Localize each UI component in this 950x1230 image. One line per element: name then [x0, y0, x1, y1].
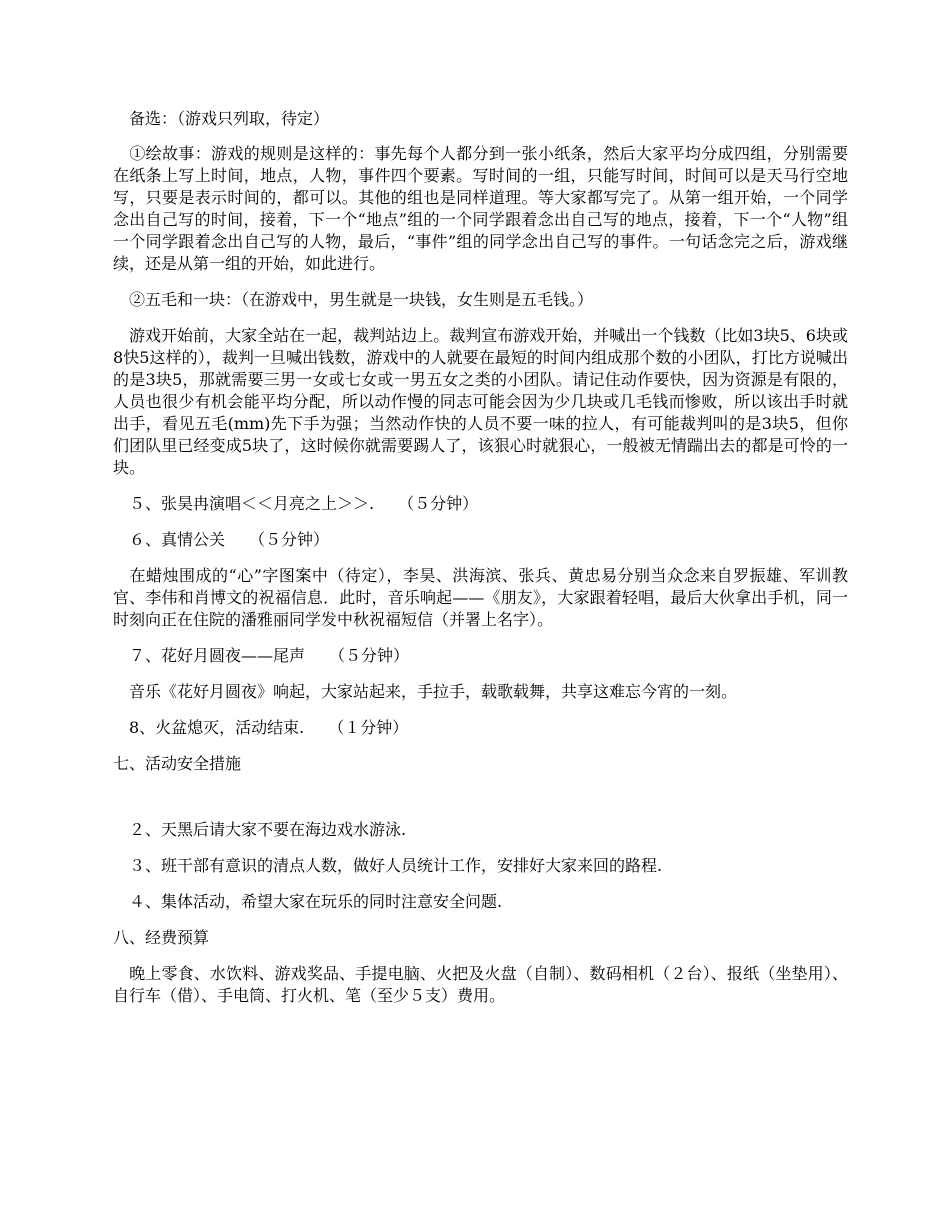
game2-title: ②五毛和一块：（在游戏中，男生就是一块钱，女生则是五毛钱。） [113, 290, 594, 309]
safety-item-4: ４、集体活动，希望大家在玩乐的同时注意安全问题. [113, 892, 503, 911]
safety-item-3: ３、班干部有意识的清点人数，做好人员统计工作，安排好大家来回的路程. [113, 856, 663, 875]
section7-heading: 七、活动安全措施 [113, 754, 242, 773]
document-body [113, 108, 848, 1007]
item8-line: 8、火盆熄灭，活动结束. （１分钟） [113, 718, 409, 737]
backup-heading: 备选：（游戏只列取，待定） [113, 109, 330, 128]
safety-item-2: ２、天黑后请大家不要在海边戏水游泳. [113, 820, 407, 839]
item6-paragraph: 在蜡烛围成的“心”字图案中（待定），李昊、洪海滨、张兵、黄忠易分别当众念来自罗振雄、军训教官、李伟和肖博文的祝福信息．此时，音乐响起——《朋友》，大家跟着轻唱，最后大伙拿出手机，同一时刻向正在住院的潘雅丽同学发中秋祝福短信（并署上名字）。 [113, 566, 848, 629]
game1-paragraph: ①绘故事：游戏的规则是这样的：事先每个人都分到一张小纸条，然后大家平均分成四组，分别需要在纸条上写上时间，地点，人物，事件四个要素。写时间的一组，只能写时间，时间可以是天马行空地写，只要是表示时间的，都可以。其他的组也是同样道理。等大家都写完了。从第一组开始，一个同学念出自己写的时间，接着，下一个“地点”组的一个同学跟着念出自己写的地点，接着，下一个“人物”组一个同学跟着念出自己写的人物，最后，“事件”组的同学念出自己写的事件。一句话念完之后，游戏继续，还是从第一组的开始，如此进行。 [113, 144, 848, 273]
section8-heading: 八、经费预算 [113, 928, 210, 947]
item5-line: ５、张昊冉演唱＜＜月亮之上＞＞. （５分钟） [113, 494, 479, 513]
item6-line: ６、真情公关 （５分钟） [113, 530, 330, 549]
budget-paragraph: 晚上零食、水饮料、游戏奖品、手提电脑、火把及火盘（自制）、数码相机（２台）、报纸（坐垫用）、自行车（借）、手电筒、打火机、笔（至少５支）费用。 [113, 964, 848, 1005]
item7-paragraph: 音乐《花好月圆夜》响起，大家站起来，手拉手，载歌载舞，共享这难忘今宵的一刻。 [113, 682, 738, 701]
item7-line: ７、花好月圆夜——尾声 （５分钟） [113, 646, 410, 665]
game2-paragraph: 游戏开始前，大家全站在一起，裁判站边上。裁判宣布游戏开始，并喊出一个钱数（比如3块5、6块或8快5这样的），裁判一旦喊出钱数，游戏中的人就要在最短的时间内组成那个数的小团队，打比方说喊出的是3块5，那就需要三男一女或七女或一男五女之类的小团队。请记住动作要快，因为资源是有限的，人员也很少有机会能平均分配，所以动作慢的同志可能会因为少几块或几毛钱而惨败，所以该出手时就出手，看见五毛(mm)先下手为强；当然动作快的人员不要一味的拉人，有可能裁判叫的是3块5，但你们团队里已经变成5块了，这时候你就需要踢人了，该狠心时就狠心，一般被无情踹出去的都是可怜的一块。 [113, 326, 848, 477]
